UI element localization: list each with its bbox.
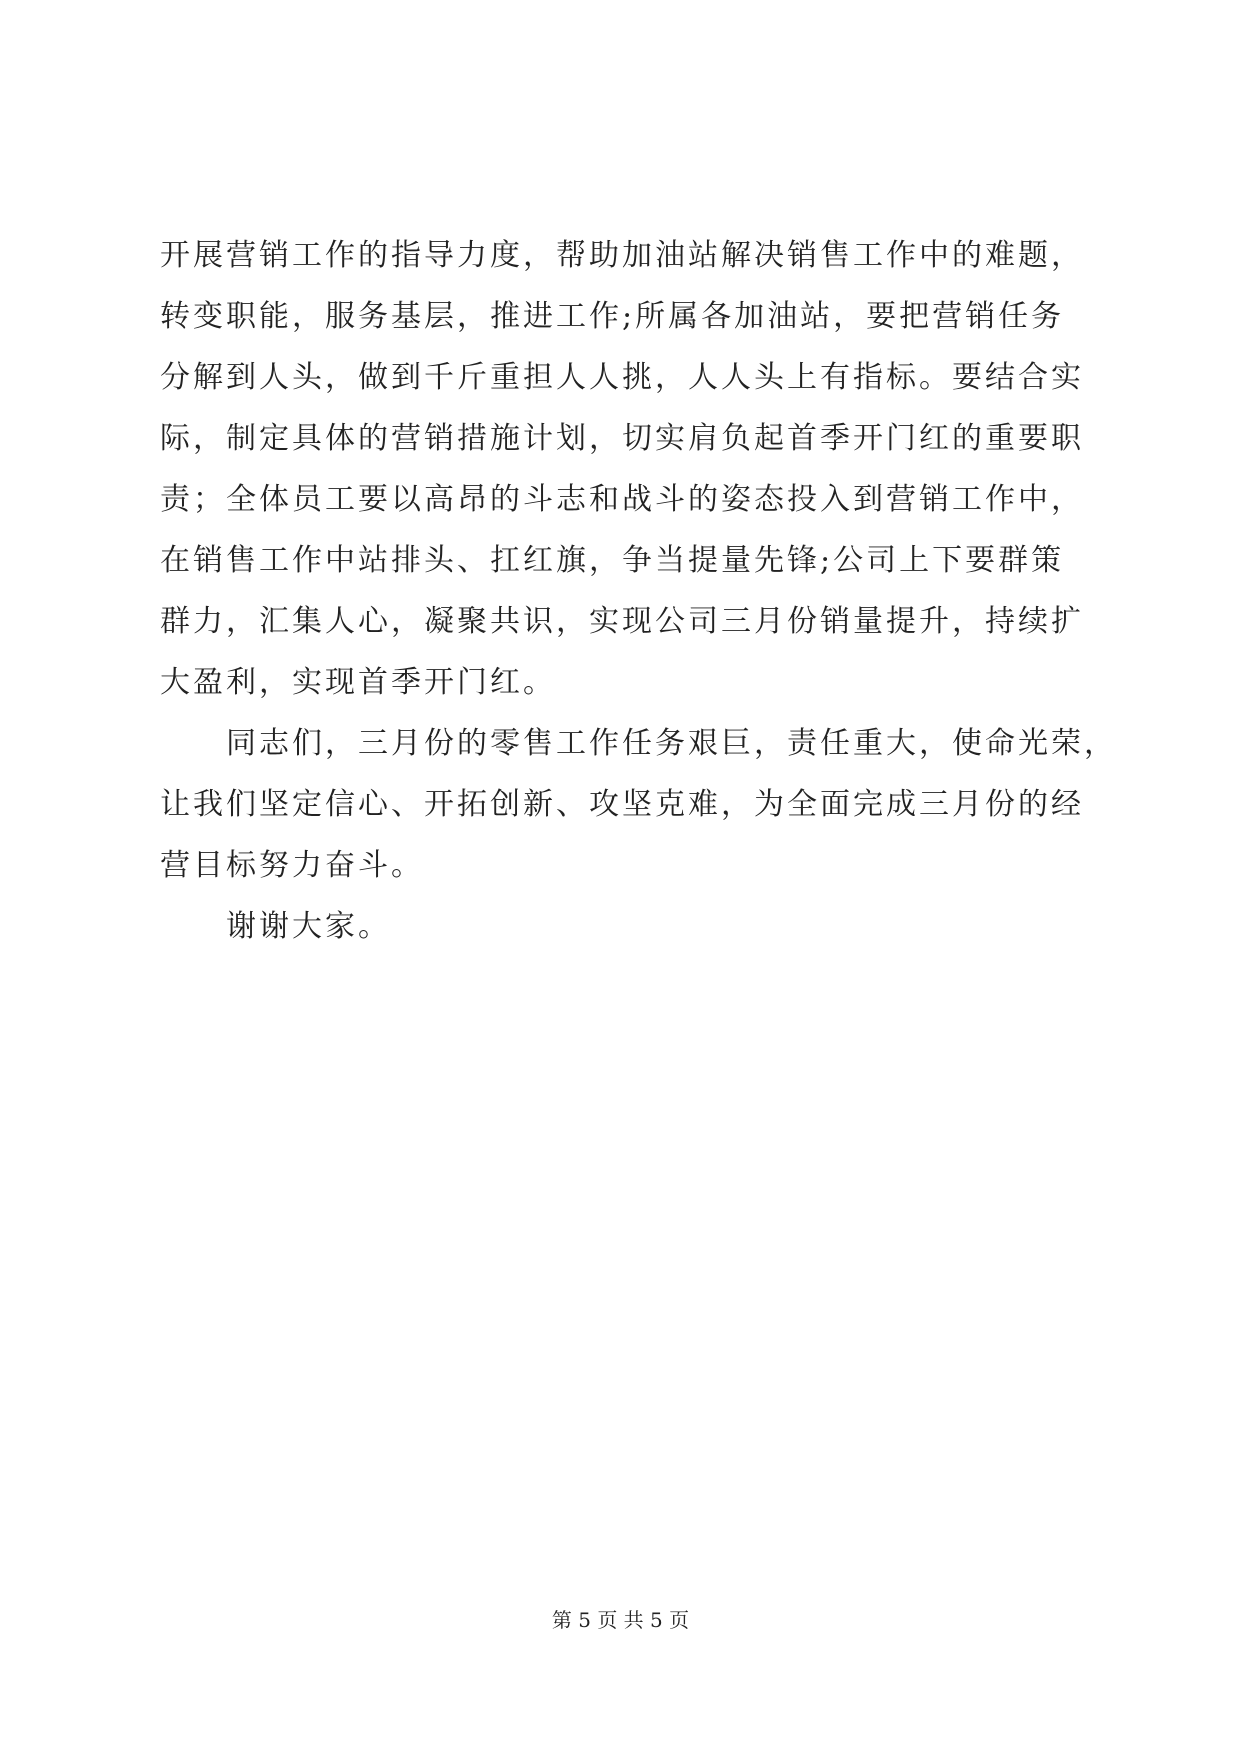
text-line: 开展营销工作的指导力度，帮助加油站解决销售工作中的难题， <box>160 238 1084 273</box>
text-line: 同志们，三月份的零售工作任务艰巨，责任重大，使命光荣， <box>160 726 1117 761</box>
page-footer <box>0 1606 1241 1634</box>
text-line: 谢谢大家。 <box>160 909 391 944</box>
text-line: 分解到人头，做到千斤重担人人挑，人人头上有指标。要结合实 <box>160 360 1084 395</box>
text-line: 责；全体员工要以高昂的斗志和战斗的姿态投入到营销工作中， <box>160 482 1084 517</box>
text-line: 大盈利，实现首季开门红。 <box>160 665 556 700</box>
document-body <box>160 225 1117 957</box>
text-line: 在销售工作中站排头、扛红旗，争当提量先锋;公司上下要群策 <box>160 543 1065 578</box>
text-line: 转变职能，服务基层，推进工作;所属各加油站，要把营销任务 <box>160 299 1065 334</box>
text-line: 让我们坚定信心、开拓创新、攻坚克难，为全面完成三月份的经 <box>160 787 1084 822</box>
text-line: 营目标努力奋斗。 <box>160 848 424 883</box>
text-line: 际，制定具体的营销措施计划，切实肩负起首季开门红的重要职 <box>160 421 1084 456</box>
page-number: 第 5 页 共 5 页 <box>551 1608 690 1632</box>
text-line: 群力，汇集人心，凝聚共识，实现公司三月份销量提升，持续扩 <box>160 604 1084 639</box>
